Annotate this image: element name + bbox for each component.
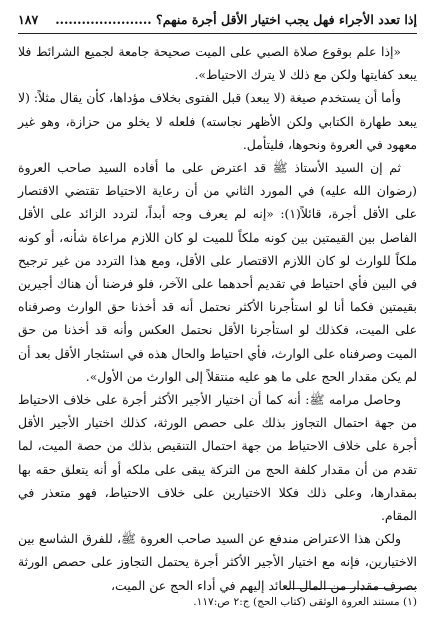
body-text bbox=[18, 40, 417, 597]
paragraph: ولكن هذا الاعتراض مندفع عن السيد صاحب العروة ﷺ، للفرق الشاسع بين الاختيارين، فإنه مع اختيار الأجير الأكثر أجرة يحتمل التجاوز على حصص الورثة بصرف مقدار من المال العائد إليهم في أداء الحج عن الميت، bbox=[18, 531, 417, 593]
paragraph: وأما أن يستخدم صيغة (لا يبعد) قبل الفتوى بخلاف مؤداها، كأن يقال مثلاً: (لا يبعد طهارة الكتابي ولكن الأظهر نجاسته) فلعله لا يخلو من حزازة، وهو غير معهود في العروة ونحوها، فليتأمل. bbox=[18, 90, 417, 152]
footnote: (١) مستند العروة الوثقى (كتاب الحج) ج:٢ ص:١١٧. bbox=[193, 596, 417, 608]
page-number: ١٨٧ bbox=[18, 12, 39, 27]
paragraph: وحاصل مرامه ﷺ: أنه كما أن اختيار الأجير الأكثر أجرة على خلاف الاحتياط من جهة احتمال التجاوز بذلك على حصص الورثة، كذلك اختيار الأجير الأقل أجرة على خلاف الاحتياط من جهة احتمال التنقيص بذلك من حصة الميت، لما تقدم من أن مقدار كلفة الحج من التركة يبقى على ملكه أو أنه يتعلق حقه بها بمقدارها، وعلى ذلك فكلا الاختيارين على خلاف الاحتياط، فهو متعذر في المقام. bbox=[18, 392, 417, 524]
header-rule bbox=[18, 33, 417, 34]
paragraph: «إذا علم بوقوع صلاة الصبي على الميت صحيحة جامعة لجميع الشرائط فلا يبعد كفايتها ولكن مع ذلك لا يترك الاحتياط». bbox=[18, 44, 417, 83]
running-header bbox=[18, 10, 417, 30]
running-title: إذا تعدد الأجراء فهل يجب اختيار الأقل أجرة منهم؟ ...................... bbox=[55, 12, 417, 27]
footnote-rule bbox=[287, 588, 417, 589]
paragraph: ثم إن السيد الأستاذ ﷺ قد اعترض على ما أفاده السيد صاحب العروة (رضوان الله عليه) في المورد الثاني من أن رعاية الاحتياط تقتضي الاقتصار على الأقل أجرة، قائلاً(١): «إنه لم يعرف وجه أبداً، لتردد الزائد على الأقل الفاصل بين القيمتين بين كونه ملكاً للميت لو كان اللازم مراعاة شأنه، أو كونه ملكاً للوارث لو كان اللازم الاقتصار على الأقل، ومع هذا التردد من غير ترجيح في البين فأي احتياط في تقديم أحدهما على الآخر، فلو فرضنا أن هناك أجيرين بقيمتين فكما أنا لو استأجرنا الأكثر نحتمل أنه قد أخذنا حق الوارث وصرفناه على الميت، فكذلك لو استأجرنا الأقل نحتمل العكس وأنه قد أخذنا من حق الميت وصرفناه على الوارث، فأي احتياط والحال هذه في استئجار الأقل بعد أن لم يكن مقدار الحج على ما هو عليه منتقلاً إلى الوارث من الأول». bbox=[18, 160, 418, 384]
